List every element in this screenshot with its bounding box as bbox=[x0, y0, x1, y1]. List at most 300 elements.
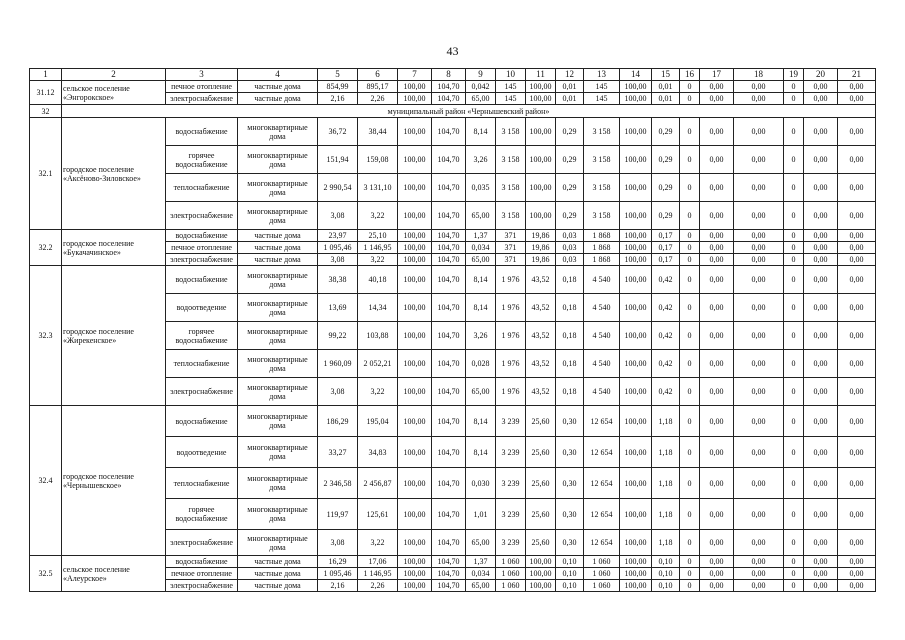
value-cell: 3 158 bbox=[584, 118, 620, 146]
value-cell: 0,00 bbox=[734, 499, 784, 530]
value-cell: 0,00 bbox=[838, 93, 876, 105]
column-header: 6 bbox=[358, 69, 398, 81]
value-cell: 0,00 bbox=[838, 499, 876, 530]
value-cell: 100,00 bbox=[526, 93, 556, 105]
value-cell: 2 990,54 bbox=[318, 174, 358, 202]
value-cell: 0,29 bbox=[556, 118, 584, 146]
value-cell: 3,26 bbox=[466, 146, 496, 174]
value-cell: 100,00 bbox=[398, 468, 432, 499]
value-cell: 0,42 bbox=[652, 294, 680, 322]
value-cell: 3 239 bbox=[496, 499, 526, 530]
value-cell: 14,34 bbox=[358, 294, 398, 322]
value-cell: 4 540 bbox=[584, 322, 620, 350]
header-row bbox=[30, 69, 876, 81]
value-cell: 0,01 bbox=[556, 81, 584, 93]
value-cell: 1,18 bbox=[652, 468, 680, 499]
value-cell: 100,00 bbox=[620, 556, 652, 568]
value-cell: 3,08 bbox=[318, 530, 358, 556]
value-cell: 25,10 bbox=[358, 230, 398, 242]
value-cell: 25,60 bbox=[526, 437, 556, 468]
value-cell: 0,00 bbox=[734, 254, 784, 266]
value-cell: 159,08 bbox=[358, 146, 398, 174]
value-cell: 0,00 bbox=[700, 202, 734, 230]
table-row bbox=[30, 105, 876, 118]
housing-type: частные дома bbox=[238, 556, 318, 568]
value-cell: 0,00 bbox=[804, 202, 838, 230]
value-cell: 3,26 bbox=[466, 322, 496, 350]
value-cell: 1,01 bbox=[466, 499, 496, 530]
value-cell: 100,00 bbox=[620, 174, 652, 202]
value-cell: 1 060 bbox=[496, 556, 526, 568]
value-cell: 100,00 bbox=[398, 378, 432, 406]
value-cell: 0,00 bbox=[734, 266, 784, 294]
value-cell: 100,00 bbox=[398, 202, 432, 230]
housing-type: частные дома bbox=[238, 254, 318, 266]
service-type: водоотведение bbox=[166, 294, 238, 322]
value-cell: 43,52 bbox=[526, 322, 556, 350]
value-cell: 0,29 bbox=[652, 174, 680, 202]
column-header: 18 bbox=[734, 69, 784, 81]
value-cell: 8,14 bbox=[466, 294, 496, 322]
value-cell: 3,22 bbox=[358, 530, 398, 556]
value-cell: 100,00 bbox=[620, 322, 652, 350]
value-cell: 100,00 bbox=[620, 437, 652, 468]
value-cell: 0,00 bbox=[804, 266, 838, 294]
value-cell: 100,00 bbox=[526, 580, 556, 592]
value-cell: 0 bbox=[680, 81, 700, 93]
value-cell: 1 060 bbox=[496, 580, 526, 592]
value-cell: 100,00 bbox=[398, 530, 432, 556]
housing-type: многоквартирные дома bbox=[238, 294, 318, 322]
section-title: муниципальный район «Чернышевский район» bbox=[62, 105, 876, 118]
value-cell: 100,00 bbox=[526, 146, 556, 174]
housing-type: многоквартирные дома bbox=[238, 146, 318, 174]
value-cell: 0 bbox=[680, 174, 700, 202]
value-cell: 0,00 bbox=[838, 118, 876, 146]
value-cell: 104,70 bbox=[432, 202, 466, 230]
value-cell: 125,61 bbox=[358, 499, 398, 530]
value-cell: 12 654 bbox=[584, 406, 620, 437]
value-cell: 0 bbox=[784, 580, 804, 592]
value-cell: 0,00 bbox=[804, 350, 838, 378]
settlement-name: городское поселение «Букачачинское» bbox=[62, 230, 166, 266]
value-cell: 0,29 bbox=[652, 202, 680, 230]
value-cell: 1 976 bbox=[496, 294, 526, 322]
value-cell: 100,00 bbox=[620, 530, 652, 556]
value-cell: 1 976 bbox=[496, 378, 526, 406]
value-cell: 100,00 bbox=[620, 294, 652, 322]
housing-type: многоквартирные дома bbox=[238, 202, 318, 230]
housing-type: многоквартирные дома bbox=[238, 499, 318, 530]
value-cell: 0,18 bbox=[556, 266, 584, 294]
value-cell: 0,00 bbox=[734, 530, 784, 556]
value-cell: 0,042 bbox=[466, 81, 496, 93]
column-header: 7 bbox=[398, 69, 432, 81]
value-cell: 0,034 bbox=[466, 242, 496, 254]
value-cell: 3 239 bbox=[496, 468, 526, 499]
value-cell: 1 976 bbox=[496, 350, 526, 378]
value-cell: 19,86 bbox=[526, 242, 556, 254]
value-cell: 4 540 bbox=[584, 294, 620, 322]
value-cell: 0,29 bbox=[556, 174, 584, 202]
settlement-name: сельское поселение «Алеурское» bbox=[62, 556, 166, 592]
value-cell: 100,00 bbox=[620, 242, 652, 254]
value-cell: 0 bbox=[680, 530, 700, 556]
value-cell: 0 bbox=[680, 322, 700, 350]
value-cell: 0,10 bbox=[652, 556, 680, 568]
value-cell: 4 540 bbox=[584, 350, 620, 378]
value-cell: 0 bbox=[784, 322, 804, 350]
value-cell: 0,00 bbox=[700, 556, 734, 568]
value-cell: 0,00 bbox=[734, 93, 784, 105]
value-cell: 0,00 bbox=[838, 254, 876, 266]
value-cell: 100,00 bbox=[620, 468, 652, 499]
value-cell: 0,42 bbox=[652, 378, 680, 406]
value-cell: 100,00 bbox=[398, 118, 432, 146]
value-cell: 3,08 bbox=[318, 254, 358, 266]
value-cell: 0,00 bbox=[734, 230, 784, 242]
value-cell: 0,00 bbox=[734, 322, 784, 350]
value-cell: 0 bbox=[784, 81, 804, 93]
value-cell: 33,27 bbox=[318, 437, 358, 468]
value-cell: 0,00 bbox=[838, 437, 876, 468]
value-cell: 195,04 bbox=[358, 406, 398, 437]
value-cell: 1 095,46 bbox=[318, 242, 358, 254]
service-type: электроснабжение bbox=[166, 202, 238, 230]
value-cell: 100,00 bbox=[398, 437, 432, 468]
value-cell: 99,22 bbox=[318, 322, 358, 350]
value-cell: 0,00 bbox=[700, 322, 734, 350]
value-cell: 0 bbox=[680, 146, 700, 174]
value-cell: 0,00 bbox=[700, 499, 734, 530]
row-id: 32.2 bbox=[30, 230, 62, 266]
value-cell: 104,70 bbox=[432, 580, 466, 592]
value-cell: 1,18 bbox=[652, 437, 680, 468]
value-cell: 0,29 bbox=[556, 146, 584, 174]
value-cell: 0 bbox=[784, 93, 804, 105]
value-cell: 0,00 bbox=[804, 378, 838, 406]
value-cell: 0 bbox=[680, 437, 700, 468]
service-type: водоснабжение bbox=[166, 266, 238, 294]
value-cell: 0 bbox=[680, 294, 700, 322]
value-cell: 0 bbox=[784, 146, 804, 174]
table-row bbox=[30, 406, 876, 437]
value-cell: 0 bbox=[784, 254, 804, 266]
value-cell: 100,00 bbox=[398, 93, 432, 105]
value-cell: 104,70 bbox=[432, 118, 466, 146]
value-cell: 0 bbox=[680, 556, 700, 568]
value-cell: 0,18 bbox=[556, 350, 584, 378]
value-cell: 0,17 bbox=[652, 254, 680, 266]
value-cell: 145 bbox=[584, 81, 620, 93]
housing-type: частные дома bbox=[238, 242, 318, 254]
value-cell: 0,00 bbox=[734, 468, 784, 499]
value-cell: 1 095,46 bbox=[318, 568, 358, 580]
row-id: 32 bbox=[30, 105, 62, 118]
value-cell: 100,00 bbox=[620, 93, 652, 105]
housing-type: многоквартирные дома bbox=[238, 266, 318, 294]
value-cell: 0 bbox=[680, 242, 700, 254]
column-header: 1 bbox=[30, 69, 62, 81]
value-cell: 0,00 bbox=[734, 294, 784, 322]
housing-type: многоквартирные дома bbox=[238, 322, 318, 350]
row-id: 32.5 bbox=[30, 556, 62, 592]
value-cell: 3 158 bbox=[584, 202, 620, 230]
value-cell: 0,10 bbox=[556, 568, 584, 580]
housing-type: многоквартирные дома bbox=[238, 406, 318, 437]
value-cell: 0 bbox=[784, 437, 804, 468]
value-cell: 119,97 bbox=[318, 499, 358, 530]
value-cell: 0,00 bbox=[838, 568, 876, 580]
column-header: 16 bbox=[680, 69, 700, 81]
housing-type: частные дома bbox=[238, 230, 318, 242]
value-cell: 371 bbox=[496, 230, 526, 242]
value-cell: 0,00 bbox=[700, 378, 734, 406]
value-cell: 0 bbox=[784, 568, 804, 580]
housing-type: многоквартирные дома bbox=[238, 118, 318, 146]
value-cell: 0,30 bbox=[556, 406, 584, 437]
value-cell: 0,00 bbox=[734, 118, 784, 146]
column-header: 3 bbox=[166, 69, 238, 81]
value-cell: 0,00 bbox=[734, 580, 784, 592]
service-type: электроснабжение bbox=[166, 580, 238, 592]
value-cell: 100,00 bbox=[620, 81, 652, 93]
value-cell: 0,00 bbox=[804, 230, 838, 242]
value-cell: 65,00 bbox=[466, 93, 496, 105]
value-cell: 100,00 bbox=[620, 118, 652, 146]
value-cell: 65,00 bbox=[466, 202, 496, 230]
value-cell: 43,52 bbox=[526, 294, 556, 322]
value-cell: 0,00 bbox=[838, 468, 876, 499]
value-cell: 0,00 bbox=[700, 242, 734, 254]
column-header: 20 bbox=[804, 69, 838, 81]
value-cell: 0 bbox=[680, 568, 700, 580]
value-cell: 0,30 bbox=[556, 530, 584, 556]
value-cell: 371 bbox=[496, 242, 526, 254]
value-cell: 3 131,10 bbox=[358, 174, 398, 202]
value-cell: 0,01 bbox=[652, 81, 680, 93]
value-cell: 0,00 bbox=[734, 437, 784, 468]
service-type: электроснабжение bbox=[166, 378, 238, 406]
value-cell: 38,44 bbox=[358, 118, 398, 146]
value-cell: 0,30 bbox=[556, 437, 584, 468]
value-cell: 0,00 bbox=[838, 146, 876, 174]
value-cell: 100,00 bbox=[398, 242, 432, 254]
value-cell: 104,70 bbox=[432, 530, 466, 556]
value-cell: 0,03 bbox=[556, 242, 584, 254]
value-cell: 25,60 bbox=[526, 406, 556, 437]
value-cell: 12 654 bbox=[584, 530, 620, 556]
housing-type: многоквартирные дома bbox=[238, 468, 318, 499]
value-cell: 25,60 bbox=[526, 530, 556, 556]
value-cell: 100,00 bbox=[398, 568, 432, 580]
value-cell: 0,028 bbox=[466, 350, 496, 378]
value-cell: 0 bbox=[680, 93, 700, 105]
value-cell: 3 158 bbox=[496, 202, 526, 230]
service-type: электроснабжение bbox=[166, 254, 238, 266]
value-cell: 0,00 bbox=[700, 81, 734, 93]
value-cell: 0,10 bbox=[556, 556, 584, 568]
value-cell: 100,00 bbox=[398, 580, 432, 592]
value-cell: 1 868 bbox=[584, 254, 620, 266]
value-cell: 104,70 bbox=[432, 568, 466, 580]
housing-type: многоквартирные дома bbox=[238, 174, 318, 202]
value-cell: 3,22 bbox=[358, 254, 398, 266]
tariff-table bbox=[29, 68, 876, 592]
value-cell: 0,00 bbox=[838, 294, 876, 322]
value-cell: 0,00 bbox=[804, 406, 838, 437]
value-cell: 0,18 bbox=[556, 378, 584, 406]
table-row bbox=[30, 118, 876, 146]
value-cell: 1,37 bbox=[466, 556, 496, 568]
value-cell: 25,60 bbox=[526, 499, 556, 530]
value-cell: 0,00 bbox=[700, 468, 734, 499]
service-type: теплоснабжение bbox=[166, 174, 238, 202]
value-cell: 8,14 bbox=[466, 266, 496, 294]
value-cell: 0,29 bbox=[556, 202, 584, 230]
service-type: водоснабжение bbox=[166, 406, 238, 437]
value-cell: 65,00 bbox=[466, 378, 496, 406]
value-cell: 0,00 bbox=[804, 93, 838, 105]
value-cell: 0,00 bbox=[700, 530, 734, 556]
value-cell: 0,00 bbox=[734, 174, 784, 202]
housing-type: частные дома bbox=[238, 93, 318, 105]
column-header: 4 bbox=[238, 69, 318, 81]
value-cell: 3,22 bbox=[358, 202, 398, 230]
value-cell: 1 060 bbox=[584, 580, 620, 592]
service-type: водоснабжение bbox=[166, 230, 238, 242]
housing-type: многоквартирные дома bbox=[238, 437, 318, 468]
value-cell: 100,00 bbox=[620, 580, 652, 592]
value-cell: 1 976 bbox=[496, 266, 526, 294]
service-type: водоснабжение bbox=[166, 556, 238, 568]
value-cell: 104,70 bbox=[432, 556, 466, 568]
housing-type: частные дома bbox=[238, 568, 318, 580]
value-cell: 100,00 bbox=[526, 81, 556, 93]
value-cell: 3,08 bbox=[318, 202, 358, 230]
service-type: электроснабжение bbox=[166, 530, 238, 556]
value-cell: 0,29 bbox=[652, 146, 680, 174]
service-type: печное отопление bbox=[166, 81, 238, 93]
value-cell: 16,29 bbox=[318, 556, 358, 568]
value-cell: 0,10 bbox=[652, 568, 680, 580]
value-cell: 65,00 bbox=[466, 530, 496, 556]
value-cell: 2,26 bbox=[358, 580, 398, 592]
column-header: 13 bbox=[584, 69, 620, 81]
value-cell: 0 bbox=[680, 118, 700, 146]
value-cell: 0,00 bbox=[700, 118, 734, 146]
value-cell: 0,00 bbox=[734, 242, 784, 254]
value-cell: 0,18 bbox=[556, 322, 584, 350]
value-cell: 100,00 bbox=[526, 174, 556, 202]
value-cell: 0 bbox=[784, 230, 804, 242]
value-cell: 8,14 bbox=[466, 118, 496, 146]
value-cell: 0,00 bbox=[734, 556, 784, 568]
value-cell: 0,00 bbox=[838, 202, 876, 230]
value-cell: 3 239 bbox=[496, 437, 526, 468]
value-cell: 8,14 bbox=[466, 406, 496, 437]
value-cell: 103,88 bbox=[358, 322, 398, 350]
value-cell: 38,38 bbox=[318, 266, 358, 294]
value-cell: 0,030 bbox=[466, 468, 496, 499]
value-cell: 1,18 bbox=[652, 499, 680, 530]
value-cell: 100,00 bbox=[398, 146, 432, 174]
value-cell: 0 bbox=[680, 230, 700, 242]
value-cell: 43,52 bbox=[526, 378, 556, 406]
value-cell: 0,00 bbox=[700, 437, 734, 468]
value-cell: 0,00 bbox=[838, 230, 876, 242]
value-cell: 0 bbox=[784, 202, 804, 230]
value-cell: 0,00 bbox=[804, 556, 838, 568]
value-cell: 0,00 bbox=[804, 81, 838, 93]
value-cell: 104,70 bbox=[432, 146, 466, 174]
column-header: 21 bbox=[838, 69, 876, 81]
value-cell: 104,70 bbox=[432, 230, 466, 242]
value-cell: 0,00 bbox=[700, 568, 734, 580]
value-cell: 0,00 bbox=[700, 230, 734, 242]
table-row bbox=[30, 266, 876, 294]
column-header: 8 bbox=[432, 69, 466, 81]
value-cell: 186,29 bbox=[318, 406, 358, 437]
value-cell: 371 bbox=[496, 254, 526, 266]
value-cell: 0 bbox=[784, 294, 804, 322]
value-cell: 104,70 bbox=[432, 254, 466, 266]
value-cell: 0,00 bbox=[804, 146, 838, 174]
value-cell: 0,00 bbox=[700, 254, 734, 266]
value-cell: 0,00 bbox=[734, 81, 784, 93]
value-cell: 104,70 bbox=[432, 174, 466, 202]
value-cell: 1 060 bbox=[584, 568, 620, 580]
table-row bbox=[30, 230, 876, 242]
value-cell: 3 158 bbox=[496, 174, 526, 202]
value-cell: 1 060 bbox=[584, 556, 620, 568]
service-type: электроснабжение bbox=[166, 93, 238, 105]
value-cell: 2 346,58 bbox=[318, 468, 358, 499]
value-cell: 0,00 bbox=[700, 146, 734, 174]
value-cell: 0,00 bbox=[700, 93, 734, 105]
value-cell: 104,70 bbox=[432, 499, 466, 530]
value-cell: 145 bbox=[584, 93, 620, 105]
column-header: 2 bbox=[62, 69, 166, 81]
value-cell: 12 654 bbox=[584, 499, 620, 530]
value-cell: 1 146,95 bbox=[358, 568, 398, 580]
value-cell: 0,30 bbox=[556, 499, 584, 530]
value-cell: 100,00 bbox=[526, 568, 556, 580]
value-cell: 2 052,21 bbox=[358, 350, 398, 378]
value-cell: 0,30 bbox=[556, 468, 584, 499]
value-cell: 100,00 bbox=[398, 266, 432, 294]
value-cell: 3 158 bbox=[496, 118, 526, 146]
value-cell: 0 bbox=[680, 499, 700, 530]
value-cell: 0,10 bbox=[652, 580, 680, 592]
column-header: 19 bbox=[784, 69, 804, 81]
value-cell: 0 bbox=[680, 350, 700, 378]
value-cell: 100,00 bbox=[620, 568, 652, 580]
value-cell: 0,00 bbox=[700, 294, 734, 322]
value-cell: 100,00 bbox=[526, 118, 556, 146]
value-cell: 0,00 bbox=[804, 174, 838, 202]
value-cell: 2 456,87 bbox=[358, 468, 398, 499]
value-cell: 0,00 bbox=[804, 580, 838, 592]
value-cell: 0,10 bbox=[556, 580, 584, 592]
value-cell: 0,00 bbox=[804, 499, 838, 530]
column-header: 11 bbox=[526, 69, 556, 81]
value-cell: 0,00 bbox=[838, 350, 876, 378]
value-cell: 104,70 bbox=[432, 294, 466, 322]
value-cell: 100,00 bbox=[620, 146, 652, 174]
value-cell: 36,72 bbox=[318, 118, 358, 146]
value-cell: 0 bbox=[784, 499, 804, 530]
